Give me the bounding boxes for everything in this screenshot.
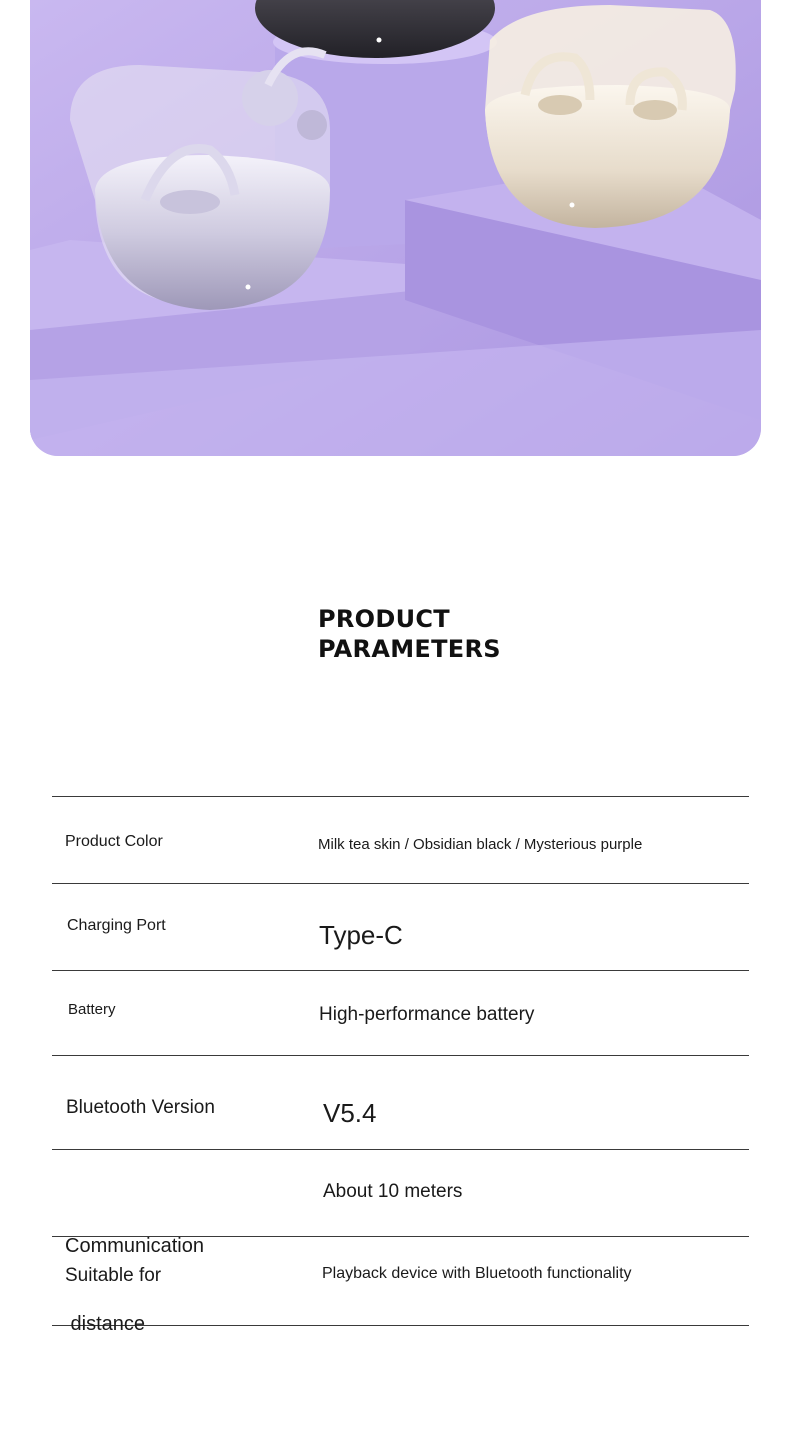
title-line-2: PARAMETERS — [318, 635, 501, 663]
table-divider — [52, 883, 749, 884]
label-line-2: distance — [65, 1313, 146, 1335]
table-divider — [52, 796, 749, 797]
table-divider — [52, 1055, 749, 1056]
param-value-battery: High-performance battery — [319, 1004, 535, 1025]
section-title — [318, 604, 501, 664]
table-divider — [52, 1149, 749, 1150]
param-value-suitable-for: Playback device with Bluetooth functionality — [322, 1265, 632, 1282]
param-value-charging-port: Type-C — [319, 920, 403, 950]
label-line-1: Communication — [65, 1235, 204, 1257]
title-line-1: PRODUCT — [318, 605, 450, 633]
param-label-bluetooth-version: Bluetooth Version — [66, 1097, 215, 1118]
param-label-suitable-for: Suitable for — [65, 1265, 162, 1286]
param-value-bluetooth-version: V5.4 — [323, 1098, 377, 1128]
param-value-product-color: Milk tea skin / Obsidian black / Mysterious purple — [318, 836, 643, 853]
param-value-communication-distance: About 10 meters — [323, 1181, 463, 1202]
table-divider — [52, 970, 749, 971]
param-label-charging-port: Charging Port — [67, 917, 166, 934]
param-label-product-color: Product Color — [65, 833, 163, 850]
hero-product-image — [30, 0, 761, 456]
param-label-battery: Battery — [68, 1001, 116, 1018]
